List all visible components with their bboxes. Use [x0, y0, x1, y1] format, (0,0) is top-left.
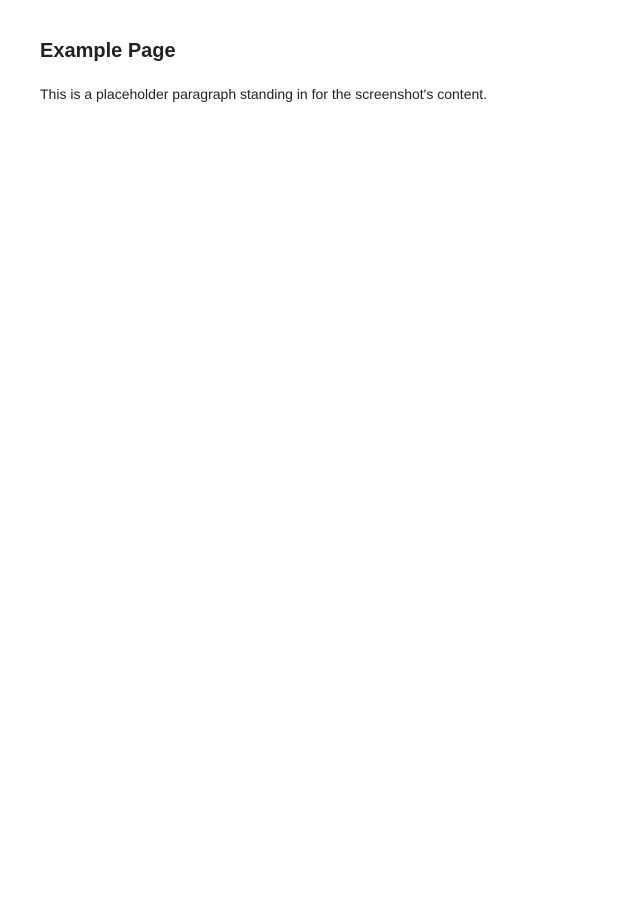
page-body: This is a placeholder paragraph standing in for the screenshot's content.: [40, 86, 488, 102]
page-title: Example Page: [40, 40, 176, 62]
